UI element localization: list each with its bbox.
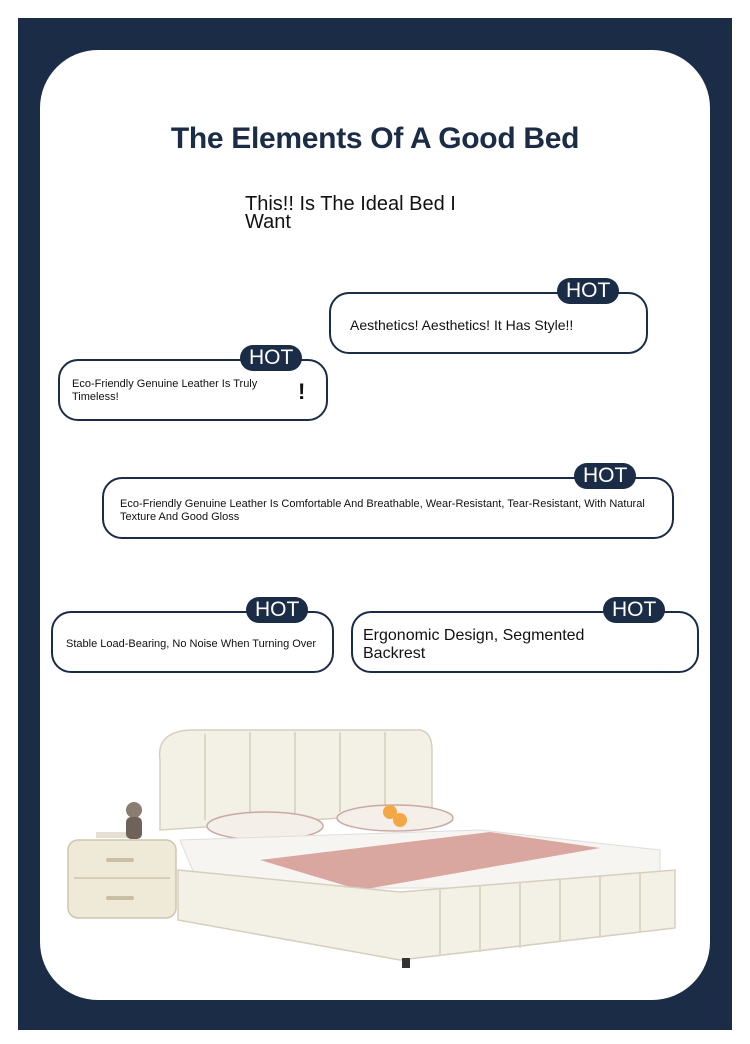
feature-text: Eco-Friendly Genuine Leather Is Comfortable And Breathable, Wear-Resistant, Tear-Resistant, With Natural Texture And Good Gloss — [120, 498, 645, 523]
subtitle: This!! Is The Ideal Bed I Want — [245, 193, 456, 233]
feature-text: Ergonomic Design, Segmented Backrest — [363, 627, 585, 662]
hot-badge: HOT — [574, 463, 636, 489]
nightstand — [68, 832, 176, 918]
bed-illustration — [60, 720, 700, 980]
hot-badge: HOT — [557, 278, 619, 304]
exclamation-mark: ! — [298, 379, 306, 404]
hot-badge: HOT — [246, 597, 308, 623]
page-title: The Elements Of A Good Bed — [170, 122, 580, 155]
feature-text: Aesthetics! Aesthetics! It Has Style!! — [350, 317, 574, 333]
teddy-figure — [126, 802, 142, 839]
hot-badge: HOT — [240, 345, 302, 371]
hot-badge: HOT — [603, 597, 665, 623]
feature-text: Stable Load-Bearing, No Noise When Turning Over — [66, 638, 317, 650]
feature-text: Eco-Friendly Genuine Leather Is Truly Timeless! — [72, 378, 258, 403]
